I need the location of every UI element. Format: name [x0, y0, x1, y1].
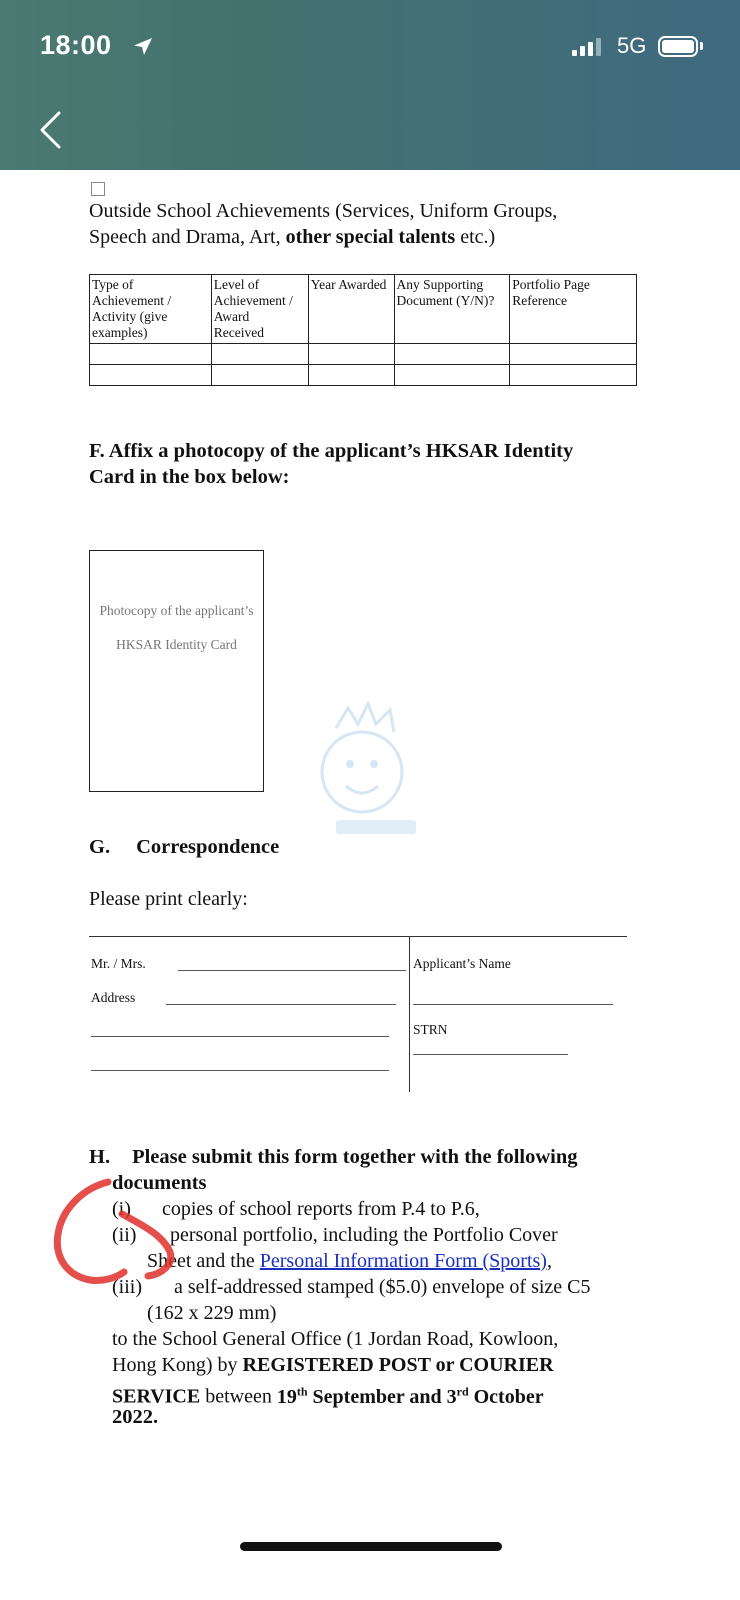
date1-month: September and 3: [307, 1385, 457, 1408]
applicant-name-field[interactable]: [413, 1004, 613, 1005]
table-header-row: [90, 275, 637, 344]
table-cell[interactable]: [308, 344, 394, 365]
closing-year: 2022.: [112, 1406, 159, 1428]
table-row: [90, 344, 637, 365]
battery-icon: [658, 36, 698, 57]
address-field-3[interactable]: [91, 1070, 389, 1071]
item3-number: (iii): [112, 1276, 142, 1298]
table-cell[interactable]: [90, 365, 212, 386]
header-text: Document (Y/N)?: [396, 293, 495, 308]
section-f-line1: F. Affix a photocopy of the applicant’s HKSAR Identity: [89, 440, 574, 462]
header-text: Level of: [213, 277, 260, 292]
header-text: Year Awarded: [310, 277, 387, 292]
table-cell[interactable]: [510, 365, 637, 386]
id-box-line1: Photocopy of the applicant’s: [99, 603, 254, 618]
header-level: [211, 275, 308, 344]
line2-bold: other special talents: [285, 226, 456, 248]
header-text: Award: [213, 309, 250, 324]
battery-level: [662, 40, 694, 53]
item3-cont: (162 x 229 mm): [147, 1302, 277, 1324]
table-cell[interactable]: [211, 365, 308, 386]
divider-line: [89, 936, 627, 937]
strn-label: STRN: [413, 1022, 448, 1037]
status-bar: [0, 0, 740, 170]
closing3-bold: SERVICE: [112, 1385, 201, 1408]
outside-school-title: [89, 198, 557, 250]
date2-sup: rd: [456, 1384, 469, 1398]
table-cell[interactable]: [394, 344, 510, 365]
date1-sup: th: [296, 1384, 308, 1398]
header-text: Achievement /: [213, 293, 293, 308]
vertical-divider: [409, 936, 410, 1092]
personal-info-form-link[interactable]: Personal Information Form (Sports): [259, 1250, 547, 1272]
header-text: Achievement /: [92, 293, 172, 308]
section-g-instruction: Please print clearly:: [89, 888, 248, 910]
header-text: Portfolio Page: [512, 277, 590, 292]
red-circle-annotation: [44, 1178, 184, 1288]
table-cell[interactable]: [211, 344, 308, 365]
salutation-label: Mr. / Mrs.: [91, 956, 146, 971]
item2-continuation: [147, 1248, 552, 1274]
header-text: Activity (give: [92, 309, 168, 324]
item2-number: (ii): [112, 1224, 137, 1246]
header-type: [90, 275, 212, 344]
closing2-plain: Hong Kong) by: [112, 1354, 243, 1376]
item1-number: (i): [112, 1198, 131, 1220]
header-supporting: [394, 275, 510, 344]
section-f-heading: [89, 438, 573, 490]
section-h-title: Please submit this form together with the following: [132, 1146, 578, 1168]
header-text: Reference: [512, 293, 567, 308]
outside-school-line1: Outside School Achievements (Services, Uniform Groups,: [89, 200, 558, 222]
item1-text: copies of school reports from P.4 to P.6,: [162, 1198, 480, 1220]
closing-line1: to the School General Office (1 Jordan Road, Kowloon,: [112, 1328, 559, 1350]
item3-text: a self-addressed stamped ($5.0) envelope of size C5: [174, 1276, 591, 1298]
strn-field[interactable]: [413, 1054, 568, 1055]
status-time: 18:00: [40, 30, 112, 60]
table-cell[interactable]: [394, 365, 510, 386]
applicant-name-label: Applicant’s Name: [413, 956, 511, 971]
section-g-letter: G.: [89, 836, 111, 858]
checkbox[interactable]: [91, 182, 105, 196]
section-f-line2: Card in the box below:: [89, 466, 290, 488]
section-g-title: Correspondence: [136, 836, 280, 858]
outside-school-line2: [89, 224, 557, 250]
achievements-table: [89, 274, 637, 386]
battery-tip: [700, 42, 703, 50]
closing2-bold: REGISTERED POST or COURIER: [242, 1354, 554, 1376]
id-card-box: [89, 550, 264, 792]
header-text: Received: [213, 325, 265, 340]
date1-day: 19: [276, 1385, 297, 1408]
table-cell[interactable]: [90, 344, 212, 365]
id-box-line2: HKSAR Identity Card: [116, 637, 237, 652]
location-arrow-icon: [132, 36, 154, 58]
header-text: Type of: [92, 277, 134, 292]
salutation-field[interactable]: [178, 970, 406, 971]
table-cell[interactable]: [308, 365, 394, 386]
header-portfolio: [510, 275, 637, 344]
section-h-letter: H.: [89, 1146, 111, 1168]
section-g-heading: [89, 834, 279, 860]
address-label: Address: [91, 990, 136, 1005]
home-indicator[interactable]: [240, 1542, 502, 1551]
document-page: [0, 170, 740, 1600]
date2-month: October: [468, 1385, 544, 1408]
line2-end: etc.): [455, 226, 496, 248]
address-field-1[interactable]: [166, 1004, 396, 1005]
chevron-left-icon[interactable]: [38, 110, 62, 150]
item2-end: ,: [546, 1250, 552, 1272]
header-text: examples): [92, 325, 148, 340]
network-type: 5G: [617, 33, 647, 58]
section-h-heading: [89, 1144, 578, 1170]
item2-text: personal portfolio, including the Portfolio Cover: [170, 1224, 558, 1246]
closing3-plain: between: [200, 1385, 277, 1408]
closing-line2: [112, 1352, 554, 1378]
section-h-title-cont: documents: [112, 1172, 207, 1194]
header-text: Any Supporting: [396, 277, 484, 292]
item2-cont-plain: Sheet and the: [147, 1250, 260, 1272]
table-cell[interactable]: [510, 344, 637, 365]
header-year: [308, 275, 394, 344]
mascot-watermark-icon: [306, 698, 426, 848]
closing-line3: [112, 1378, 544, 1410]
address-field-2[interactable]: [91, 1036, 389, 1037]
signal-icon: [572, 38, 606, 56]
table-row: [90, 365, 637, 386]
line2-plain: Speech and Drama, Art,: [89, 226, 286, 248]
